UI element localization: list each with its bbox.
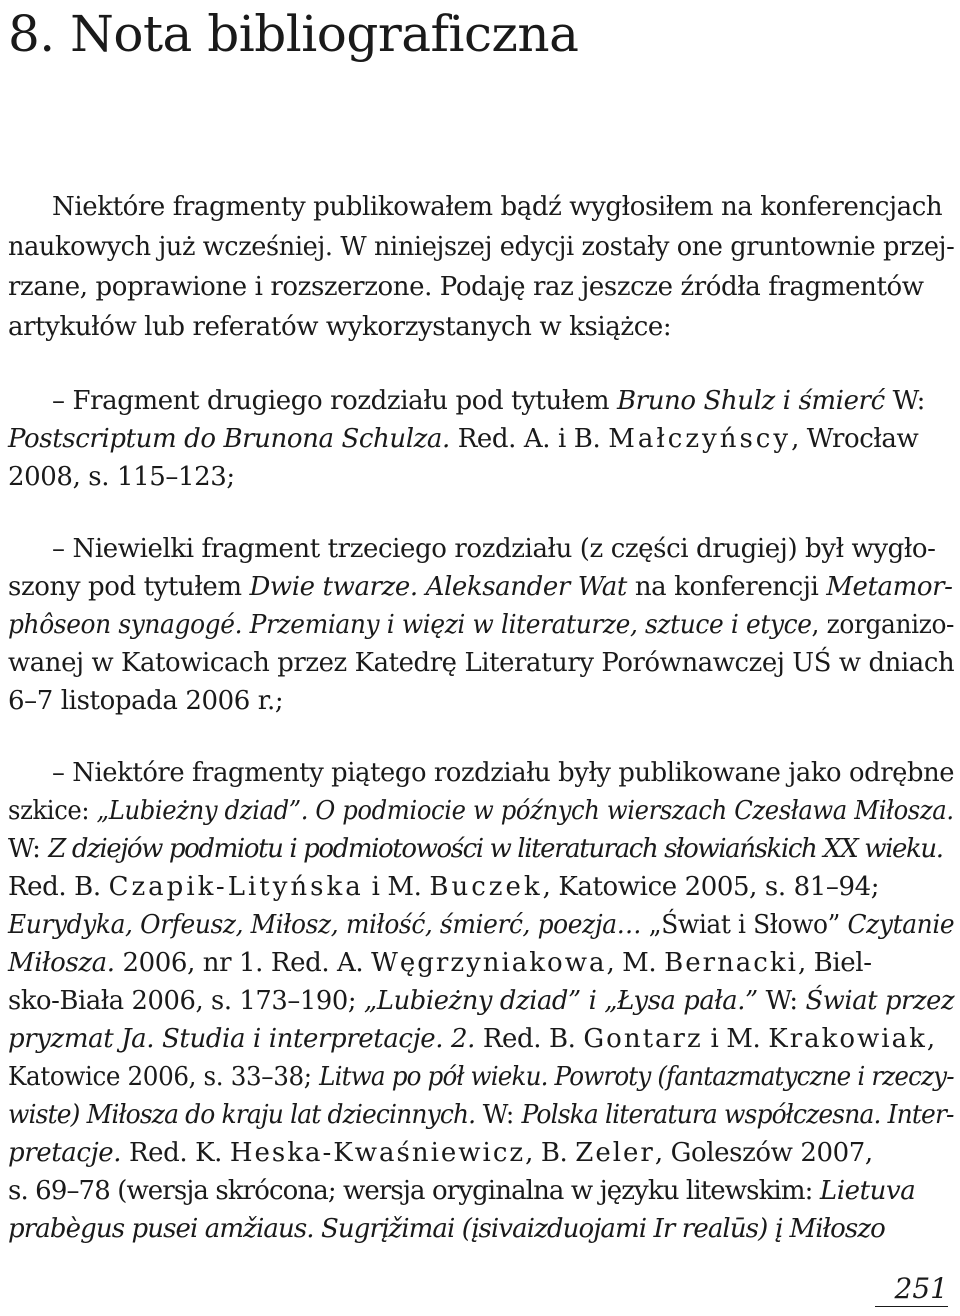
author-name: Heska-Kwaśniewicz (229, 1138, 526, 1168)
text: W: (8, 834, 49, 864)
entry3-line (8, 1174, 915, 1208)
book-title: pretacje. (8, 1138, 122, 1168)
entry3-line: – Niektóre fragmenty piątego rozdziału były publikowane jako odrębne (52, 758, 955, 788)
text: Red. B. (8, 872, 109, 902)
author-name: Zeler (575, 1138, 655, 1168)
text: W: (475, 1100, 522, 1130)
author-name: Małczyńscy (608, 424, 792, 454)
book-title: Świat przez (805, 986, 955, 1016)
book-title: Czytanie (847, 910, 955, 940)
book-title: wiste) Miłosza do kraju lat dziecinnych. (8, 1100, 476, 1130)
entry1-line (52, 384, 925, 418)
entry3-line (8, 1136, 873, 1170)
text: Red. K. (121, 1138, 230, 1168)
author-name: Bernacki (664, 948, 798, 978)
text: , zorganizo- (811, 610, 955, 640)
author-name: Czapik-Lityńska (108, 872, 364, 902)
entry3-line (8, 984, 954, 1018)
book-title: Polska literatura współczesna. Inter- (521, 1100, 954, 1130)
text: Red. A. i B. (449, 424, 609, 454)
intro-line: artykułów lub referatów wykorzystanych w książce: (8, 312, 672, 342)
book-title: Postscriptum do Brunona Schulza. (8, 424, 450, 454)
page-number: 251 (875, 1272, 948, 1307)
text: , M. (606, 948, 665, 978)
text: sko-Biała 2006, s. 173–190; (8, 986, 364, 1016)
entry2-line (8, 608, 954, 642)
entry3-line (8, 946, 872, 980)
entry3-line: prabègus pusei amžiaus. Sugrįžimai (įsivaizduojami Ir realūs) į Miłoszo (8, 1214, 885, 1244)
author-name: Węgrzyniakowa (371, 948, 607, 978)
entry3-line (8, 832, 943, 866)
text: szkice: (8, 796, 97, 826)
entry2-line: wanej w Katowicach przez Katedrę Literatury Porównawczej UŚ w dniach (8, 648, 955, 678)
text: W: (757, 986, 806, 1016)
book-title: Lietuva (819, 1176, 916, 1206)
entry3-line (8, 1060, 954, 1094)
author-name: Buczek (429, 872, 543, 902)
text: , B. (525, 1138, 576, 1168)
intro-line: rzane, poprawione i rozszerzone. Podaję raz jeszcze źródła fragmentów (8, 272, 924, 302)
chapter-heading: 8. Nota bibliograficzna (8, 5, 579, 63)
text: W: (884, 386, 926, 416)
book-title: pryzmat Ja. Studia i interpretacje. 2. (8, 1024, 475, 1054)
entry3-line (8, 870, 879, 904)
text: , Biel- (797, 948, 872, 978)
text: Katowice 2006, s. 33–38; (8, 1062, 320, 1092)
text: na konferencji (626, 572, 827, 602)
text: szony pod tytułem (8, 572, 250, 602)
text: Red. B. (474, 1024, 584, 1054)
text: , (926, 1024, 935, 1054)
entry3-line (8, 1098, 954, 1132)
text: , Katowice 2005, s. 81–94; (542, 872, 880, 902)
book-title: „Lubieżny dziad”. O podmiocie w późnych wierszach Czesława Miłosza. (96, 796, 954, 826)
book-title: Dwie twarze. Aleksander Wat (249, 572, 627, 602)
entry3-line (8, 1022, 935, 1056)
text: – Fragment drugiego rozdziału pod tytułem (52, 386, 617, 416)
entry2-line: – Niewielki fragment trzeciego rozdziału (z części drugiej) był wygło- (52, 534, 936, 564)
entry3-line (8, 794, 954, 828)
book-title: „Lubieżny dziad” i „Łysa pała.” (363, 986, 758, 1016)
author-name: Gontarz (583, 1024, 703, 1054)
text: , Wrocław (791, 424, 919, 454)
text: s. 69–78 (wersja skrócona; wersja oryginalna w języku litewskim: (8, 1176, 820, 1206)
text: „Świat i Słowo” (641, 910, 848, 940)
text: i M. (702, 1024, 769, 1054)
book-title: Z dziejów podmiotu i podmiotowości w literaturach słowiańskich XX wieku. (48, 834, 943, 864)
book-title: Miłosza. (8, 948, 115, 978)
intro-line: Niektóre fragmenty publikowałem bądź wygłosiłem na konferencjach (52, 192, 943, 222)
entry2-line: 6–7 listopada 2006 r.; (8, 686, 284, 716)
book-title: Metamor- (826, 572, 953, 602)
book-title: Bruno Shulz i śmierć (616, 386, 885, 416)
intro-line: naukowych już wcześniej. W niniejszej edycji zostały one gruntownie przej- (8, 232, 955, 262)
entry3-line (8, 908, 954, 942)
text: 2006, nr 1. Red. A. (114, 948, 372, 978)
book-title: Eurydyka, Orfeusz, Miłosz, miłość, śmierć, poezja… (8, 910, 642, 940)
text: , Goleszów 2007, (654, 1138, 873, 1168)
entry1-line: 2008, s. 115–123; (8, 462, 235, 492)
author-name: Krakowiak (768, 1024, 927, 1054)
text: i M. (363, 872, 430, 902)
book-title: Litwa po pół wieku. Powroty (fantazmatyczne i rzeczy- (319, 1062, 954, 1092)
entry2-line (8, 570, 953, 604)
book-title: phôseon synagogé. Przemiany i więzi w literaturze, sztuce i etyce (8, 610, 812, 640)
entry1-line (8, 422, 918, 456)
